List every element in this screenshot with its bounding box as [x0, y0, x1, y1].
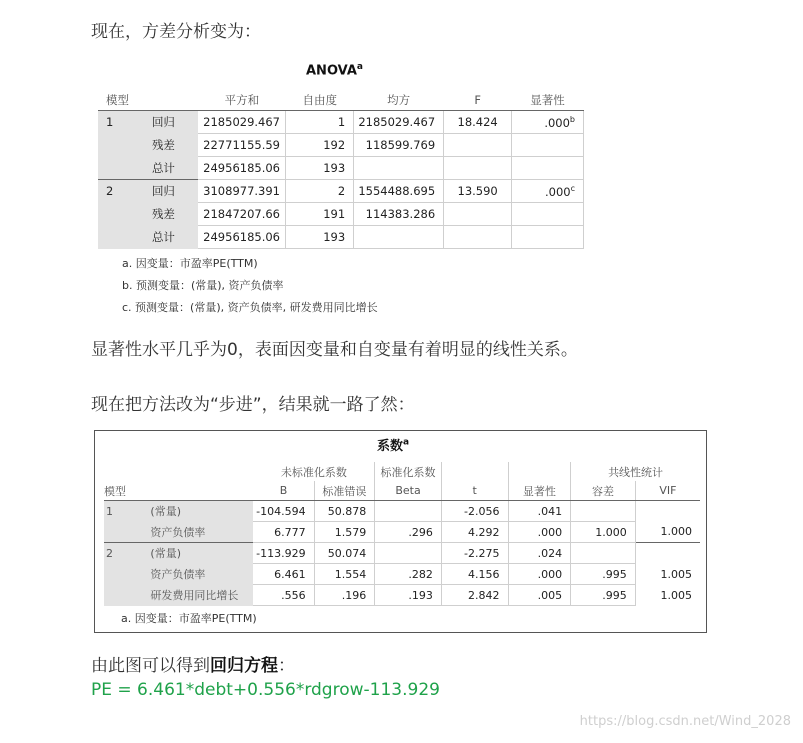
anova-cell-df: 2: [286, 180, 354, 203]
anova-sig-value: .000: [544, 184, 571, 199]
coef-cell-tol: .995: [571, 585, 636, 606]
anova-header-sig: 显著性: [512, 90, 584, 111]
coef-cell-vif: 1.005: [660, 567, 692, 581]
coef-cell-t: -2.056: [441, 501, 508, 522]
coef-cell-t: 4.292: [441, 522, 508, 543]
anova-cell-f: [444, 226, 512, 249]
coef-cell-beta: [375, 543, 442, 564]
anova-cell-f: [444, 203, 512, 226]
intro-paragraph: 现在，方差分析变为：: [91, 22, 261, 42]
anova-cell-sig: [512, 180, 584, 203]
coef-cell-tol: [571, 501, 636, 522]
anova-row: [98, 226, 584, 249]
anova-cell-model: 1: [98, 111, 146, 134]
anova-cell-sig: [512, 226, 584, 249]
anova-row: [98, 157, 584, 180]
regression-formula: PE = 6.461*debt+0.556*rdgrow-113.929: [91, 680, 440, 700]
coef-header-t: t: [441, 481, 508, 501]
anova-cell-model: [98, 134, 146, 157]
coef-cell-se: 50.074: [314, 543, 375, 564]
coef-cell-vif: 1.000: [660, 525, 692, 539]
coef-cell-b: 6.777: [253, 522, 314, 543]
coef-cell-t: -2.275: [441, 543, 508, 564]
coef-cell-b: 6.461: [253, 564, 314, 585]
coef-cell-var: (常量): [146, 543, 253, 564]
anova-cell-f: [444, 157, 512, 180]
coef-cell-model: 1: [104, 501, 146, 522]
coef-row: [104, 585, 700, 606]
coef-cell-var: 研发费用同比增长: [146, 585, 253, 606]
anova-cell-type: 残差: [146, 203, 198, 226]
coefficients-table: [104, 462, 700, 606]
anova-cell-df: 193: [286, 157, 354, 180]
anova-footnote-c: c. 预测变量：(常量), 资产负债率, 研发费用同比增长: [122, 301, 378, 314]
coef-cell-beta: [375, 501, 442, 522]
anova-cell-type: 回归: [146, 111, 198, 134]
coef-cell-t: 4.156: [441, 564, 508, 585]
coef-row: [104, 543, 700, 564]
coef-header-model: 模型: [104, 481, 146, 501]
coef-cell-sig: .000: [508, 522, 571, 543]
stepwise-paragraph: 现在把方法改为“步进”，结果就一路了然：: [91, 395, 415, 415]
anova-sig-sup: b: [569, 114, 575, 124]
anova-cell-type: 总计: [146, 226, 198, 249]
anova-cell-ms: 1554488.695: [354, 180, 444, 203]
coef-group-std: 标准化系数: [375, 462, 442, 481]
coef-cell-se: 50.878: [314, 501, 375, 522]
anova-row: [98, 134, 584, 157]
anova-cell-sig: [512, 111, 584, 134]
coef-cell-se: 1.579: [314, 522, 375, 543]
coef-header-vif: VIF: [635, 481, 700, 501]
coef-title-sup: a: [403, 437, 410, 448]
anova-cell-df: 1: [286, 111, 354, 134]
anova-cell-sig: [512, 203, 584, 226]
coef-cell-t: 2.842: [441, 585, 508, 606]
anova-header-f: F: [444, 90, 512, 111]
coef-cell-b: -104.594: [253, 501, 314, 522]
anova-header-ms: 均方: [354, 90, 444, 111]
anova-cell-ms: 2185029.467: [354, 111, 444, 134]
coef-cell-model: [104, 522, 146, 543]
coef-cell-var: 资产负债率: [146, 522, 253, 543]
anova-cell-type: 总计: [146, 157, 198, 180]
coef-cell-tol: 1.000: [571, 522, 636, 543]
anova-cell-f: [444, 134, 512, 157]
anova-cell-sig: [512, 134, 584, 157]
coef-cell-model: [104, 585, 146, 606]
anova-cell-f: 18.424: [444, 111, 512, 134]
anova-cell-model: [98, 203, 146, 226]
anova-cell-ss: 22771155.59: [198, 134, 286, 157]
anova-cell-ss: 24956185.06: [198, 157, 286, 180]
coef-cell-vif: 1.005: [660, 588, 692, 602]
anova-cell-df: 192: [286, 134, 354, 157]
watermark: https://blog.csdn.net/Wind_2028: [579, 714, 791, 729]
coef-title: [377, 435, 409, 454]
coef-cell-vif: [635, 501, 700, 522]
coef-cell-beta: .193: [375, 585, 442, 606]
coef-cell-sig: .041: [508, 501, 571, 522]
anova-cell-model: 2: [98, 180, 146, 203]
anova-row: [98, 203, 584, 226]
coef-cell-sig: .024: [508, 543, 571, 564]
anova-cell-ss: 2185029.467: [198, 111, 286, 134]
anova-header-df: 自由度: [286, 90, 354, 111]
coef-cell-beta: .296: [375, 522, 442, 543]
coef-cell-var: 资产负债率: [146, 564, 253, 585]
anova-sig-value: .000: [544, 115, 570, 130]
anova-footnote-b: b. 预测变量：(常量), 资产负债率: [122, 279, 284, 292]
anova-cell-sig: [512, 157, 584, 180]
anova-header-row: [98, 90, 584, 111]
coef-header-se: 标准错误: [314, 481, 375, 501]
anova-cell-model: [98, 226, 146, 249]
coef-header-beta: Beta: [375, 481, 442, 501]
anova-header-blank: [146, 90, 198, 111]
coef-row: [104, 522, 700, 543]
anova-cell-ms: [354, 157, 444, 180]
anova-sig-sup: c: [570, 183, 575, 193]
anova-table: [98, 90, 584, 249]
coef-cell-tol: [571, 543, 636, 564]
anova-header-model: 模型: [98, 90, 146, 111]
coef-cell-model: 2: [104, 543, 146, 564]
anova-title: [306, 62, 363, 78]
coef-cell-b: .556: [253, 585, 314, 606]
regression-paragraph-suffix: ：: [278, 656, 295, 676]
coef-cell-model: [104, 564, 146, 585]
significance-paragraph: 显著性水平几乎为0，表面因变量和自变量有着明显的线性关系。: [91, 340, 578, 360]
coef-cell-vif: [635, 543, 700, 564]
anova-cell-df: 191: [286, 203, 354, 226]
anova-cell-ss: 21847207.66: [198, 203, 286, 226]
coef-header-row: [104, 481, 700, 501]
anova-cell-ms: 118599.769: [354, 134, 444, 157]
regression-paragraph-prefix: 由此图可以得到: [91, 656, 210, 676]
regression-equation-label: 回归方程: [210, 656, 278, 676]
anova-row: [98, 111, 584, 134]
coef-cell-b: -113.929: [253, 543, 314, 564]
coef-cell-sig: .000: [508, 564, 571, 585]
coef-header-b: B: [253, 481, 314, 501]
anova-footnote-a: a. 因变量：市盈率PE(TTM): [122, 257, 258, 270]
anova-header-ss: 平方和: [198, 90, 286, 111]
coef-cell-tol: .995: [571, 564, 636, 585]
coef-group-col: 共线性统计: [608, 465, 664, 479]
regression-paragraph: [91, 651, 295, 676]
coef-cell-var: (常量): [146, 501, 253, 522]
coef-row: [104, 564, 700, 585]
coef-cell-beta: .282: [375, 564, 442, 585]
anova-cell-ms: [354, 226, 444, 249]
coef-cell-sig: .005: [508, 585, 571, 606]
coef-header-sig: 显著性: [508, 481, 571, 501]
anova-cell-ss: 3108977.391: [198, 180, 286, 203]
anova-cell-df: 193: [286, 226, 354, 249]
anova-cell-ss: 24956185.06: [198, 226, 286, 249]
anova-row: [98, 180, 584, 203]
coef-header-tol: 容差: [571, 481, 636, 501]
anova-title-text: ANOVA: [306, 63, 357, 79]
coef-title-text: 系数: [377, 439, 404, 454]
coef-group-header-row: [104, 462, 700, 481]
coef-cell-se: .196: [314, 585, 375, 606]
coef-group-unstd: 未标准化系数: [253, 462, 374, 481]
anova-cell-type: 残差: [146, 134, 198, 157]
anova-cell-ms: 114383.286: [354, 203, 444, 226]
anova-title-sup: a: [356, 62, 363, 72]
anova-cell-f: 13.590: [444, 180, 512, 203]
coef-row: [104, 501, 700, 522]
coef-cell-se: 1.554: [314, 564, 375, 585]
anova-cell-model: [98, 157, 146, 180]
coef-footnote-a: a. 因变量：市盈率PE(TTM): [121, 612, 257, 625]
anova-cell-type: 回归: [146, 180, 198, 203]
